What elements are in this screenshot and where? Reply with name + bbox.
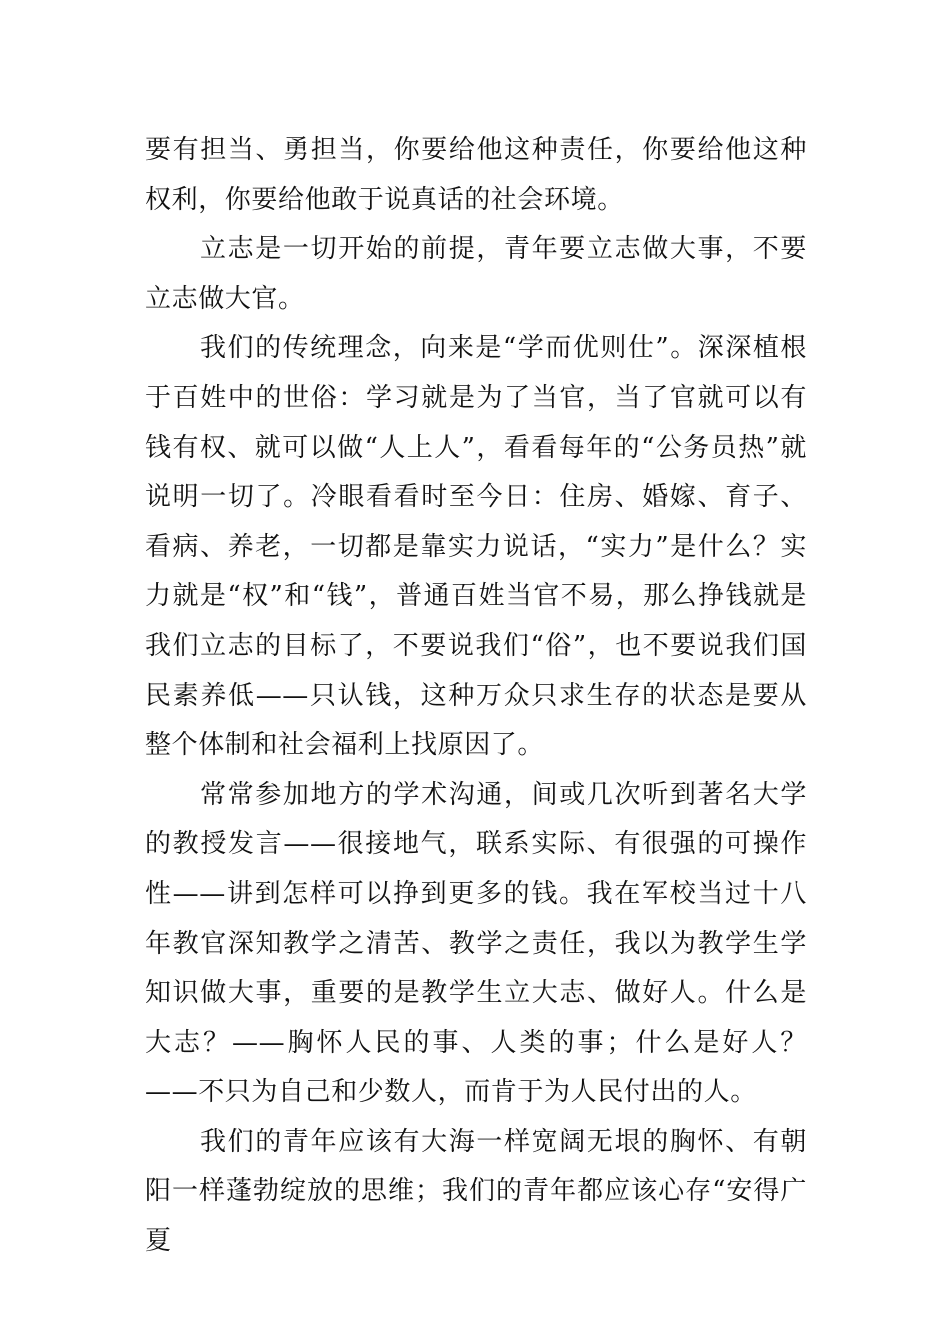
- paragraph-4: 常常参加地方的学术沟通，间或几次听到著名大学的教授发言——很接地气，联系实际、有很强的可操作性——讲到怎样可以挣到更多的钱。我在军校当过十八年教官深知教学之清苦、教学之责任，我以为教学生学知识做大事，重要的是教学生立大志、做好人。什么是大志？——胸怀人民的事、人类的事；什么是好人？——不只为自己和少数人，而肯于为人民付出的人。: [145, 779, 807, 1108]
- paragraph-3: 我们的传统理念，向来是“学而优则仕”。深深植根于百姓中的世俗：学习就是为了当官，当了官就可以有钱有权、就可以做“人上人”，看看每年的“公务员热”就说明一切了。冷眼看看时至今日：住房、婚嫁、育子、看病、养老，一切都是靠实力说话，“实力”是什么？实力就是“权”和“钱”，普通百姓当官不易，那么挣钱就是我们立志的目标了，不要说我们“俗”，也不要说我们国民素养低——只认钱，这种万众只求生存的状态是要从整个体制和社会福利上找原因了。: [145, 333, 807, 761]
- paragraph-1: 要有担当、勇担当，你要给他这种责任，你要给他这种权利，你要给他敢于说真话的社会环境。: [145, 135, 807, 215]
- document-body: [145, 126, 807, 1267]
- paragraph-2: 立志是一切开始的前提，青年要立志做大事，不要立志做大官。: [145, 234, 807, 314]
- paragraph-5: 我们的青年应该有大海一样宽阔无垠的胸怀、有朝阳一样蓬勃绽放的思维；我们的青年都应该心存“安得广夏: [145, 1126, 807, 1257]
